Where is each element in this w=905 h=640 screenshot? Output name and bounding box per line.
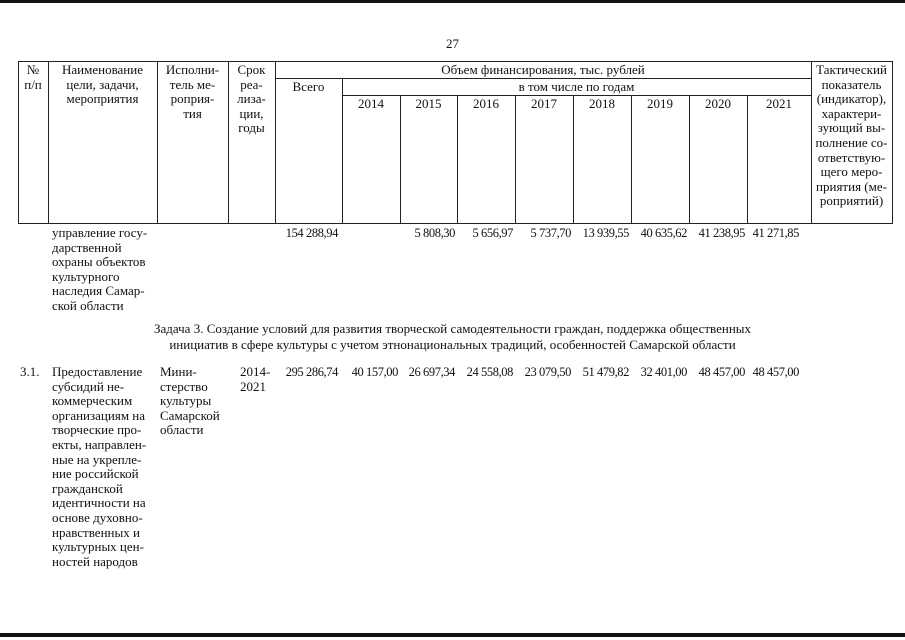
row-value-2016: 5 656,97 xyxy=(472,226,513,240)
header-year: 2016 xyxy=(473,95,499,111)
row-value-2020: 41 238,95 xyxy=(698,226,745,240)
row-value-2019: 40 635,62 xyxy=(640,226,687,240)
header-year: 2020 xyxy=(705,95,731,111)
row-name-line: идентичности на xyxy=(52,495,146,511)
header-year: 2018 xyxy=(589,95,615,111)
row-name-line: Предоставление xyxy=(52,364,143,379)
row-name-line: дарственной xyxy=(52,239,122,255)
grid-line xyxy=(457,95,458,224)
row-executor-line: стерство xyxy=(160,378,208,394)
header-text: тель ме- xyxy=(169,76,216,92)
header-text: п/п xyxy=(24,76,42,92)
row-value-2019: 32 401,00 xyxy=(640,365,687,379)
row-name-line: екты, направлен- xyxy=(52,437,147,452)
header-text: показатель xyxy=(821,76,882,92)
page-bottom-border xyxy=(0,633,905,637)
header-text: роприятий) xyxy=(819,193,884,209)
row-name-line: ской области xyxy=(52,298,124,313)
row-name-line: гражданской xyxy=(52,480,123,496)
header-text: мероприятия xyxy=(66,91,139,107)
row-value-2016: 24 558,08 xyxy=(466,365,513,379)
row-value-2020: 48 457,00 xyxy=(698,365,745,379)
page-top-border xyxy=(0,0,905,3)
header-by-years: в том числе по годам xyxy=(518,78,635,94)
grid-line xyxy=(515,95,516,224)
header-text: Срок xyxy=(237,62,266,77)
header-text: реа- xyxy=(240,76,263,92)
header-text: ции, xyxy=(239,105,264,121)
row-name-line: нравственных и xyxy=(52,524,140,540)
header-year: 2014 xyxy=(358,95,384,111)
row-executor-line: Мини- xyxy=(160,364,197,379)
header-text: годы xyxy=(238,120,265,136)
row-name-line: субсидий не- xyxy=(52,378,125,394)
row-name-line: ностей народов xyxy=(52,553,138,569)
row-executor-line: культуры xyxy=(160,393,212,409)
row-executor-line: Самарской xyxy=(160,407,220,423)
header-text: лиза- xyxy=(237,91,266,107)
header-text: щего меро- xyxy=(820,164,883,180)
header-text: зующий вы- xyxy=(817,120,886,136)
task-heading-line: Задача 3. Создание условий для развития творческой самодеятельности граждан, поддержка общественных xyxy=(153,321,752,336)
row-period-line: 2014- xyxy=(240,364,271,379)
row-number: 3.1. xyxy=(20,364,40,379)
header-text: цели, задачи, xyxy=(66,76,139,92)
grid-line xyxy=(689,95,690,224)
grid-line xyxy=(631,95,632,224)
row-name-line: организациям на xyxy=(52,407,146,423)
row-value-2018: 51 479,82 xyxy=(582,365,629,379)
row-period-line: 2021 xyxy=(240,378,266,394)
header-text: Тактический xyxy=(816,62,887,77)
header-text: тия xyxy=(183,105,202,121)
row-name-line: культурного xyxy=(52,268,120,284)
header-year: 2017 xyxy=(531,95,557,111)
header-text: характери- xyxy=(821,105,882,121)
header-text: роприя- xyxy=(170,91,215,107)
header-funding: Объем финансирования, тыс. рублей xyxy=(441,61,645,77)
row-name-line: коммерческим xyxy=(52,393,133,409)
header-text: Наименование xyxy=(62,62,143,77)
grid-line xyxy=(573,95,574,224)
row-value-2021: 41 271,85 xyxy=(752,226,799,240)
row-name-line: охраны объектов xyxy=(52,254,146,270)
row-value-2014: 40 157,00 xyxy=(351,365,398,379)
row-value-2018: 13 939,55 xyxy=(582,226,629,240)
row-name-line: ние российской xyxy=(52,466,139,482)
header-year: 2021 xyxy=(766,95,792,111)
row-executor-line: области xyxy=(160,422,204,438)
row-value-2017: 5 737,70 xyxy=(530,226,571,240)
header-year: 2015 xyxy=(415,95,442,111)
row-value-2015: 26 697,34 xyxy=(408,365,455,379)
task-heading-line: инициатив в сфере культуры с учетом этнонациональных традиций, особенностей Самарской области xyxy=(169,337,736,352)
row-value-2017: 23 079,50 xyxy=(524,365,571,379)
grid-line xyxy=(747,95,748,224)
header-year: 2019 xyxy=(647,95,673,111)
page-number: 27 xyxy=(446,36,459,51)
row-total: 295 286,74 xyxy=(285,365,338,379)
header-text: полнение со- xyxy=(815,135,888,150)
header-text: Исполни- xyxy=(165,62,220,77)
header-text: ответствую- xyxy=(817,149,886,165)
row-name-line: управление госу- xyxy=(52,225,148,240)
header-total: Всего xyxy=(292,78,325,94)
row-name-line: творческие про- xyxy=(52,422,142,438)
row-name-line: наследия Самар- xyxy=(52,283,145,299)
row-name-line: культурных цен- xyxy=(52,539,144,555)
row-total: 154 288,94 xyxy=(285,226,338,240)
grid-line xyxy=(892,61,893,224)
header-text: № xyxy=(26,62,40,77)
row-name-line: ные на укрепле- xyxy=(52,451,142,467)
row-value-2021: 48 457,00 xyxy=(752,365,799,379)
row-name-line: основе духовно- xyxy=(52,510,143,525)
row-value-2015: 5 808,30 xyxy=(414,226,455,240)
grid-line xyxy=(18,223,892,224)
header-text: приятия (ме- xyxy=(816,178,887,194)
grid-line xyxy=(400,95,401,224)
header-text: (индикатор), xyxy=(816,91,887,107)
